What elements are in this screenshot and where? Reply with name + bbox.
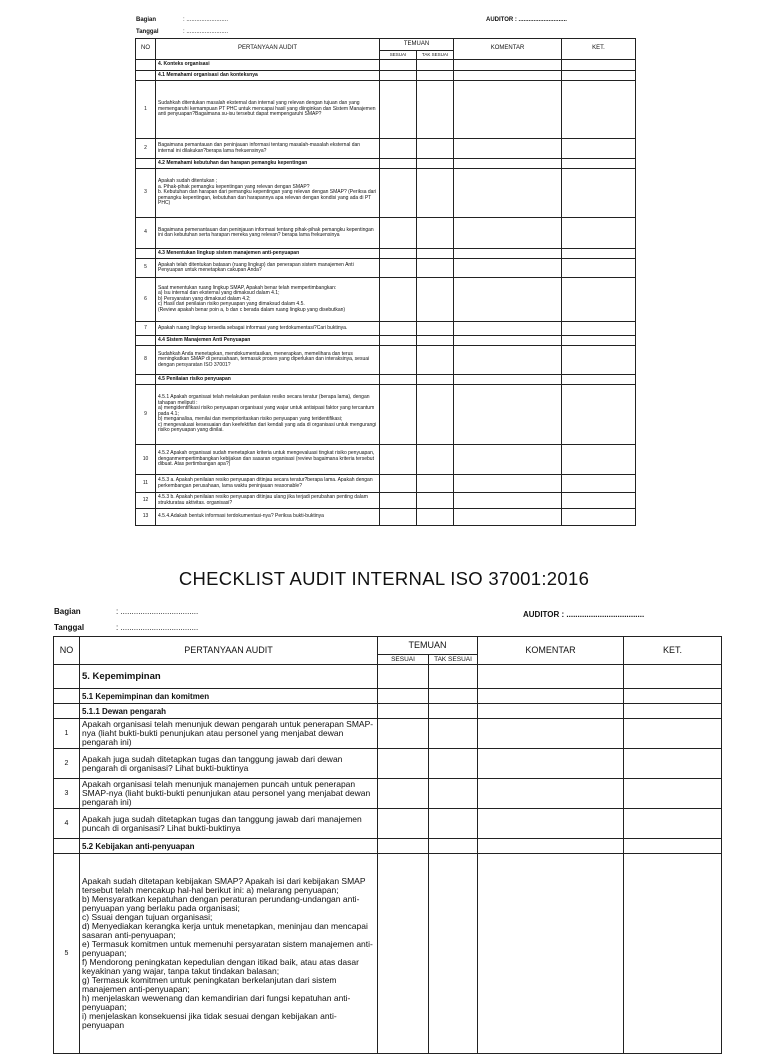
tak-sesuai-cell[interactable] xyxy=(429,704,478,719)
top-tanggal-label: Tanggal xyxy=(136,29,159,35)
audit-question: Apakah juga sudah ditetapkan tugas dan tanggung jawab dari dewan pengarah di organisasi? Lihat bukti-buktinya xyxy=(80,749,378,779)
top-tanggal-value: : ......................... xyxy=(183,29,229,35)
komentar-cell[interactable] xyxy=(454,259,562,278)
ket-cell[interactable] xyxy=(624,665,722,689)
header-no: NO xyxy=(54,637,80,665)
row-number: 3 xyxy=(136,169,156,218)
komentar-cell[interactable] xyxy=(454,493,562,509)
ket-cell[interactable] xyxy=(562,475,636,493)
table-row xyxy=(136,322,636,336)
ket-cell[interactable] xyxy=(562,346,636,375)
sesuai-cell[interactable] xyxy=(380,322,417,336)
table-row xyxy=(136,81,636,139)
tak-sesuai-cell[interactable] xyxy=(417,375,454,385)
komentar-cell[interactable] xyxy=(454,278,562,322)
komentar-cell[interactable] xyxy=(454,139,562,159)
row-number xyxy=(54,665,80,689)
table-row xyxy=(136,218,636,249)
ket-cell[interactable] xyxy=(562,139,636,159)
ket-cell[interactable] xyxy=(624,749,722,779)
audit-question: Apakah organisasi telah menunjuk dewan pengarah untuk penerapan SMAP-nya (liaht bukti-bukti penunjukan atau personel yang menjabat dewan pengarah ini) xyxy=(80,719,378,749)
top-bagian-value: : ......................... xyxy=(183,17,229,23)
sesuai-cell[interactable] xyxy=(380,445,417,475)
table-row xyxy=(54,665,722,689)
tak-sesuai-cell[interactable] xyxy=(417,159,454,169)
komentar-cell[interactable] xyxy=(454,159,562,169)
row-number xyxy=(54,704,80,719)
audit-question: Apakah telah ditentukan batasan (ruang lingkup) dan penerapan sistem manajemen Anti Penyuapan untuk menetapkan cakupan Anda? xyxy=(156,259,380,278)
row-number: 2 xyxy=(54,749,80,779)
table-row xyxy=(136,346,636,375)
section-heading: 4.5 Penilaian risiko penyuapan xyxy=(156,375,380,385)
ket-cell[interactable] xyxy=(624,839,722,854)
header-no: NO xyxy=(136,39,156,60)
komentar-cell[interactable] xyxy=(454,509,562,526)
ket-cell[interactable] xyxy=(562,375,636,385)
row-number: 5 xyxy=(136,259,156,278)
table-row xyxy=(54,704,722,719)
sesuai-cell[interactable] xyxy=(378,719,429,749)
tak-sesuai-cell[interactable] xyxy=(417,249,454,259)
table-row xyxy=(136,509,636,526)
komentar-cell[interactable] xyxy=(454,375,562,385)
sesuai-cell[interactable] xyxy=(380,71,417,81)
table-row xyxy=(54,809,722,839)
sesuai-cell[interactable] xyxy=(380,218,417,249)
tak-sesuai-cell[interactable] xyxy=(417,475,454,493)
tak-sesuai-cell[interactable] xyxy=(429,665,478,689)
row-number xyxy=(136,71,156,81)
komentar-cell[interactable] xyxy=(454,346,562,375)
row-number xyxy=(54,689,80,704)
row-number: 6 xyxy=(136,278,156,322)
ket-cell[interactable] xyxy=(562,385,636,445)
audit-question: Sudahkah ditentukan masalah eksternal dan internal yang relevan dengan tujuan dan yang memengaruhi kemampuan PT PHC untuk mencapai hasil yang diinginkan dan Sistem Manajemen anti penyuapan?Bagaimana su-isu tersebut dapat mempengaruhi SMAP? xyxy=(156,81,380,139)
table-row xyxy=(136,259,636,278)
tak-sesuai-cell[interactable] xyxy=(417,509,454,526)
tak-sesuai-cell[interactable] xyxy=(417,139,454,159)
row-number: 5 xyxy=(54,854,80,1054)
komentar-cell[interactable] xyxy=(478,779,624,809)
sesuai-cell[interactable] xyxy=(380,81,417,139)
ket-cell[interactable] xyxy=(562,278,636,322)
ket-cell[interactable] xyxy=(624,719,722,749)
top-auditor-label: AUDITOR : ............................. xyxy=(486,17,567,23)
audit-question: 4.5.3 a. Apakah penilaian resiko penyuapan ditinjau secara teratur?berapa lama. Apakah dengan perkembangan perusahaan, lama waktu peninjauan reasonable? xyxy=(156,475,380,493)
header-komentar: KOMENTAR xyxy=(478,637,624,665)
row-number: 11 xyxy=(136,475,156,493)
ket-cell[interactable] xyxy=(624,809,722,839)
section-heading: 4.1 Memahami organisasi dan konteksnya xyxy=(156,71,380,81)
komentar-cell[interactable] xyxy=(478,689,624,704)
audit-question: Apakah ruang lingkup tersedia sebagai informasi yang terdokumentasi?Cari buktinya. xyxy=(156,322,380,336)
row-number xyxy=(54,839,80,854)
sesuai-cell[interactable] xyxy=(378,839,429,854)
komentar-cell[interactable] xyxy=(478,719,624,749)
audit-question: 4.5.4.Adakah bentuk informasi terdokumentasi-nya? Periksa bukti-buktinya xyxy=(156,509,380,526)
table-row xyxy=(136,336,636,346)
komentar-cell[interactable] xyxy=(454,218,562,249)
page-title: CHECKLIST AUDIT INTERNAL ISO 37001:2016 xyxy=(178,568,590,589)
header-ket: KET. xyxy=(624,637,722,665)
tak-sesuai-cell[interactable] xyxy=(429,689,478,704)
section-heading: 5.1.1 Dewan pengarah xyxy=(80,704,378,719)
tak-sesuai-cell[interactable] xyxy=(417,322,454,336)
header-tak-sesuai: TAK SESUAI xyxy=(429,655,478,665)
row-number xyxy=(136,249,156,259)
audit-question: Bagaimana pemantauan dan peninjauan informasi tentang masalah-masalah eksternal dan internal ini dilakukan?berapa lama frekuensinya? xyxy=(156,139,380,159)
tak-sesuai-cell[interactable] xyxy=(417,218,454,249)
audit-question: Sudahkah Anda menetapkan, mendokumentasikan, menerapkan, memelihara dan terus meningkatkan SMAP di perusahaan, termasuk proses yang diperlukan dan interaksinya, sesuai dengan persyaratan ISO 37001? xyxy=(156,346,380,375)
tak-sesuai-cell[interactable] xyxy=(417,346,454,375)
row-number xyxy=(136,159,156,169)
tak-sesuai-cell[interactable] xyxy=(429,719,478,749)
sesuai-cell[interactable] xyxy=(380,249,417,259)
bottom-table-body xyxy=(54,665,722,1054)
tak-sesuai-cell[interactable] xyxy=(417,385,454,445)
section-heading: 5. Kepemimpinan xyxy=(80,665,378,689)
sesuai-cell[interactable] xyxy=(380,375,417,385)
komentar-cell[interactable] xyxy=(478,749,624,779)
bottom-bagian-value: : ................................... xyxy=(116,607,199,616)
header-pertanyaan: PERTANYAAN AUDIT xyxy=(156,39,380,60)
komentar-cell[interactable] xyxy=(454,385,562,445)
bottom-audit-table xyxy=(53,636,722,1054)
audit-question: 4.5.3 b. Apakah penilaian resiko penyuapan ditinjau ulang jika terjadi perubahan penting dalam strukturatau aktivitas. organisasi? xyxy=(156,493,380,509)
komentar-cell[interactable] xyxy=(454,249,562,259)
bottom-auditor-label: AUDITOR : ................................... xyxy=(523,610,645,619)
komentar-cell[interactable] xyxy=(454,475,562,493)
bottom-tanggal-label: Tanggal xyxy=(54,623,85,632)
komentar-cell[interactable] xyxy=(478,839,624,854)
section-heading: 4.2 Memahami kebutuhan dan harapan pemangku kepentingan xyxy=(156,159,380,169)
top-audit-table xyxy=(135,38,636,526)
section-heading: 4. Konteks organisasi xyxy=(156,60,380,71)
row-number xyxy=(136,336,156,346)
audit-question: 4.5.1 Apakah organisasi telah melakukan penilaian resiko secara teratur (berapa lama), dengan tahapan meliputi : a) mengidentifikasi risiko penyuapan organisasi yang wajar untuk antisipasi faktor yang tercantum pada 4.1; b) menganalisa, menilai dan memprioritaskan risiko penyuapan yang teridentifikasi; c) mengevaluasi kesesuaian dan keefektifan dari kendali yang ada di organisasi untuk mengurangi risiko penyuapan yang dinilai. xyxy=(156,385,380,445)
table-row xyxy=(136,71,636,81)
table-row xyxy=(54,719,722,749)
header-komentar: KOMENTAR xyxy=(454,39,562,60)
table-row xyxy=(54,839,722,854)
sesuai-cell[interactable] xyxy=(380,493,417,509)
ket-cell[interactable] xyxy=(562,218,636,249)
komentar-cell[interactable] xyxy=(454,71,562,81)
table-row xyxy=(54,689,722,704)
audit-question: Apakah sudah ditetapan kebijakan SMAP? Apakah isi dari kebijakan SMAP tersebut telah mencakup hal-hal berikut ini: a) melarang penyuapan; b) Mensyaratkan kepatuhan dengan peraturan perundang-undangan anti-penyuapan yang berlaku pada organisasi; c) Ssuai dengan tujuan organisasi; d) Menyediakan kerangka kerja untuk menetapkan, meninjau dan mencapai sasaran anti-penyuapan; e) Termasuk komitmen untuk memenuhi persyaratan sistem manajemen anti-penyuapan; f) Mendorong peningkatan kepedulian dengan itikad baik, atau atas dasar keyakinan yang wajar, tanpa takut tindakan balasan; g) Termasuk komitmen untuk peningkatan berkelanjutan dari sistem manajemen anti-penyuapan; h) menjelaskan wewenang dan kemandirian dari fungsi kepatuhan anti-penyuapan; i) menjelaskan konsekuensi jika tidak sesuai dengan kebijakan anti-penyuapan xyxy=(80,854,378,1054)
sesuai-cell[interactable] xyxy=(380,60,417,71)
tak-sesuai-cell[interactable] xyxy=(417,71,454,81)
tak-sesuai-cell[interactable] xyxy=(417,336,454,346)
tak-sesuai-cell[interactable] xyxy=(417,278,454,322)
row-number: 4 xyxy=(54,809,80,839)
header-ket: KET. xyxy=(562,39,636,60)
header-temuan: TEMUAN xyxy=(378,637,478,655)
ket-cell[interactable] xyxy=(562,493,636,509)
tak-sesuai-cell[interactable] xyxy=(417,60,454,71)
ket-cell[interactable] xyxy=(562,169,636,218)
sesuai-cell[interactable] xyxy=(378,665,429,689)
komentar-cell[interactable] xyxy=(454,81,562,139)
ket-cell[interactable] xyxy=(562,322,636,336)
ket-cell[interactable] xyxy=(562,445,636,475)
tak-sesuai-cell[interactable] xyxy=(417,493,454,509)
header-sesuai: SESUAI xyxy=(380,51,417,60)
ket-cell[interactable] xyxy=(562,259,636,278)
section-heading: 5.1 Kepemimpinan dan komitmen xyxy=(80,689,378,704)
row-number: 13 xyxy=(136,509,156,526)
bottom-bagian-label: Bagian xyxy=(54,607,81,616)
table-row xyxy=(136,169,636,218)
ket-cell[interactable] xyxy=(624,779,722,809)
bottom-tanggal-value: : ................................... xyxy=(116,623,199,632)
sesuai-cell[interactable] xyxy=(380,169,417,218)
row-number xyxy=(136,375,156,385)
sesuai-cell[interactable] xyxy=(378,704,429,719)
sesuai-cell[interactable] xyxy=(378,749,429,779)
sesuai-cell[interactable] xyxy=(378,689,429,704)
sesuai-cell[interactable] xyxy=(380,346,417,375)
table-row xyxy=(54,749,722,779)
ket-cell[interactable] xyxy=(562,336,636,346)
top-bagian-label: Bagian xyxy=(136,17,157,23)
audit-question: 4.5.2 Apakah organisasi sudah menetapkan kriteria untuk mengevaluasi tingkat risiko penyuapan, denganmempertimbangkan kebijakan dan sasaran organisasi (review bagaimana kriteria tersebut dibuat. Atas pertimbangan apa?) xyxy=(156,445,380,475)
sesuai-cell[interactable] xyxy=(380,385,417,445)
header-pertanyaan: PERTANYAAN AUDIT xyxy=(80,637,378,665)
sesuai-cell[interactable] xyxy=(380,159,417,169)
table-row xyxy=(136,159,636,169)
ket-cell[interactable] xyxy=(562,159,636,169)
row-number: 4 xyxy=(136,218,156,249)
ket-cell[interactable] xyxy=(624,689,722,704)
row-number xyxy=(136,60,156,71)
row-number: 8 xyxy=(136,346,156,375)
table-row xyxy=(136,385,636,445)
komentar-cell[interactable] xyxy=(478,665,624,689)
table-row xyxy=(136,493,636,509)
sesuai-cell[interactable] xyxy=(380,139,417,159)
section-heading: 4.4 Sistem Manajemen Anti Penyuapan xyxy=(156,336,380,346)
tak-sesuai-cell[interactable] xyxy=(429,839,478,854)
row-number: 9 xyxy=(136,385,156,445)
audit-question: Bagaimana pemenantauan dan peninjauan informasi tentang pihak-pihak pemangku kepentingan ini dan kebutuhan serta harapan mereka yang relevan? berapa lama frekuensinya xyxy=(156,218,380,249)
komentar-cell[interactable] xyxy=(454,60,562,71)
tak-sesuai-cell[interactable] xyxy=(417,445,454,475)
table-row xyxy=(136,475,636,493)
sesuai-cell[interactable] xyxy=(380,336,417,346)
komentar-cell[interactable] xyxy=(478,704,624,719)
table-row xyxy=(136,445,636,475)
table-row xyxy=(136,278,636,322)
komentar-cell[interactable] xyxy=(454,169,562,218)
table-row xyxy=(136,60,636,71)
top-table-body xyxy=(136,60,636,526)
row-number: 10 xyxy=(136,445,156,475)
header-tak-sesuai: TAK SESUAI xyxy=(417,51,454,60)
row-number: 3 xyxy=(54,779,80,809)
sesuai-cell[interactable] xyxy=(378,779,429,809)
tak-sesuai-cell[interactable] xyxy=(429,809,478,839)
tak-sesuai-cell[interactable] xyxy=(429,749,478,779)
tak-sesuai-cell[interactable] xyxy=(417,259,454,278)
ket-cell[interactable] xyxy=(562,509,636,526)
ket-cell[interactable] xyxy=(624,704,722,719)
audit-question: Apakah organisasi telah menunjuk manajemen puncah untuk penerapan SMAP-nya (liaht bukti-bukti penunjukan atau personel yang menjabat dewan pengarah ini) xyxy=(80,779,378,809)
table-row xyxy=(136,249,636,259)
komentar-cell[interactable] xyxy=(478,809,624,839)
audit-question: Saat menentukan ruang lingkup SMAP, Apakah benar telah mempertimbangkan: a) Isu internal dan eksternal yang dimaksud dalam 4.1; b) Persyaratan yang dimaksud dalam 4.2; c) Hasil dari penilaian risiko penyuapan yang dimaksud dalam 4.5. (Review apakah benar poin a, b dan c berada dalam ruang lingkup yang disebutkan) xyxy=(156,278,380,322)
ket-cell[interactable] xyxy=(562,249,636,259)
tak-sesuai-cell[interactable] xyxy=(429,779,478,809)
audit-question: Apakah sudah ditentukan ; a. Pihak-pihak pemangku kepentingan yang relevan dengan SMAP? b. Kebutuhan dan harapan dari pemangku kepentingan yang relevan dengan SMAP? (Periksa dari pemangku kepentingan, kebutuhan dan harapannya apa relevan dengan kondisi yang ada di PT PHC) xyxy=(156,169,380,218)
row-number: 12 xyxy=(136,493,156,509)
sesuai-cell[interactable] xyxy=(378,809,429,839)
sesuai-cell[interactable] xyxy=(380,259,417,278)
header-temuan: TEMUAN xyxy=(380,39,454,51)
table-row xyxy=(136,139,636,159)
row-number: 2 xyxy=(136,139,156,159)
sesuai-cell[interactable] xyxy=(380,278,417,322)
komentar-cell[interactable] xyxy=(454,336,562,346)
komentar-cell[interactable] xyxy=(454,445,562,475)
tak-sesuai-cell[interactable] xyxy=(417,169,454,218)
row-number: 7 xyxy=(136,322,156,336)
row-number: 1 xyxy=(136,81,156,139)
tak-sesuai-cell[interactable] xyxy=(417,81,454,139)
table-row xyxy=(136,375,636,385)
header-sesuai: SESUAI xyxy=(378,655,429,665)
ket-cell[interactable] xyxy=(562,71,636,81)
komentar-cell[interactable] xyxy=(454,322,562,336)
section-heading: 4.3 Menentukan lingkup sistem manajemen anti-penyuapan xyxy=(156,249,380,259)
ket-cell[interactable] xyxy=(562,60,636,71)
section-heading: 5.2 Kebijakan anti-penyuapan xyxy=(80,839,378,854)
sesuai-cell[interactable] xyxy=(380,475,417,493)
table-row xyxy=(54,779,722,809)
ket-cell[interactable] xyxy=(562,81,636,139)
audit-question: Apakah juga sudah ditetapkan tugas dan tanggung jawab dari manajemen puncah di organisasi? Lihat bukti-buktinya xyxy=(80,809,378,839)
sesuai-cell[interactable] xyxy=(380,509,417,526)
row-number: 1 xyxy=(54,719,80,749)
